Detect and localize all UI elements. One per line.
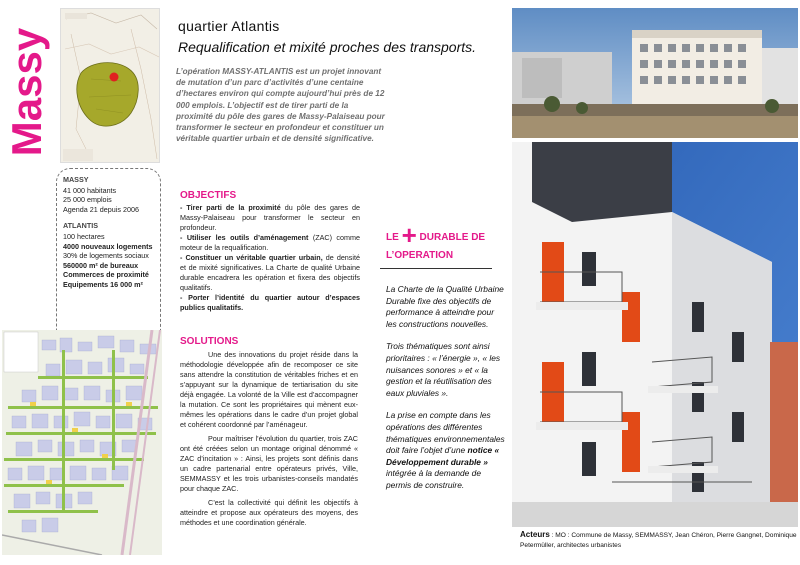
intro-paragraph: L’opération MASSY-ATLANTIS est un projet innovant de mutation d’un parc d’activités d’une centaine d’hectares environ qui compte aujourd’hui près de 12 000 emplois. L’objectif est de tirer parti de la proximité du pôle des gares de Massy-Palaiseau pour transformer le secteur en profondeur et constituer un véritable quartier urbain et de densité significative. [176, 67, 385, 144]
atlantis-stat-line: Equipements 16 000 m² [63, 279, 143, 289]
plus-mark: + [401, 220, 417, 250]
region-location-map [60, 8, 160, 163]
actors-credits [520, 530, 798, 551]
durable-text [386, 284, 506, 503]
massy-stats-header: MASSY [63, 175, 89, 184]
building-photo-graphic [512, 142, 798, 527]
building-facade-photo [512, 142, 798, 527]
massy-stat-line: 25 000 emplois [63, 195, 112, 205]
title-name: Atlantis [231, 18, 280, 34]
solutions-heading: SOLUTIONS [180, 336, 239, 347]
master-plan-map [2, 330, 162, 555]
massy-stat-line: Agenda 21 depuis 2006 [63, 204, 139, 214]
durable-paragraph: Trois thématiques sont ainsi prioritaires : « l’énergie », « les nuisances sonores » et « la gestion et la réutilisation des eaux pluviales ». [386, 341, 501, 398]
objectif-item: - Porter l’identité du quartier autour d’espaces publics qualitatifs. [180, 293, 360, 312]
master-plan-graphic [2, 330, 162, 555]
solutions-paragraph: Une des innovations du projet réside dans la méthodologie développée afin de recomposer ce site sans attendre la constitution de véritables friches et en s’appuyant sur la dynamique de tertiarisation du site déjà engagée. La volonté de la Ville est d’accompagner la mutation. Ce sont les propriétaires qui mènent eux-mêmes les opérations dans le cadre d’un projet global et cohérent coordonné par l’aménageur. [180, 350, 358, 429]
solutions-paragraph: Pour maîtriser l’évolution du quartier, trois ZAC ont été créées selon un montage original dénommé « ZAC d’incitation » : Ainsi, les projets sont définis dans un cadre partenarial entre opérateurs privés, Ville, SEMMASSY et les trois urbanistes-conseils mandatés pour chaque ZAC. [180, 434, 358, 493]
objectifs-list [180, 203, 360, 313]
atlantis-stat-line: 30% de logements sociaux [63, 251, 149, 261]
city-name-text: Massy [3, 27, 51, 157]
region-map-graphic [61, 9, 160, 163]
objectif-item: - Utiliser les outils d’aménagement (ZAC) comme moteur de la requalification. [180, 233, 360, 252]
city-name-vertical [0, 22, 56, 162]
page-title [178, 18, 280, 34]
durable-paragraph: La Charte de la Qualité Urbaine Durable fixe des objectifs de performance à atteindre pour les constructions nouvelles. [386, 284, 504, 329]
massy-stat-line: 41 000 habitants [63, 185, 117, 195]
key-figures-box [56, 168, 161, 354]
district-aerial-photo [512, 8, 798, 138]
page-subtitle: Requalification et mixité proches des transports. [178, 39, 477, 55]
actors-label: Acteurs [520, 530, 550, 539]
atlantis-stat-line: 4000 nouveaux logements [63, 241, 153, 251]
objectif-item: - Tirer parti de la proximité du pôle des gares de Massy-Palaiseau pour transformer le secteur en profondeur. [180, 203, 360, 232]
solutions-paragraph: C’est la collectivité qui définit les objectifs à atteindre et propose aux opérateurs des moyens, des méthodes et une coordination générale. [180, 498, 358, 527]
solutions-text [180, 350, 358, 532]
durable-section [370, 212, 506, 552]
atlantis-stat-line: Commerces de proximité [63, 270, 149, 280]
atlantis-stat-line: 100 hectares [63, 231, 105, 241]
atlantis-stat-line: 560000 m² de bureaux [63, 260, 139, 270]
actors-text: : MO : Commune de Massy, SEMMASSY, Jean Chéron, Pierre Gangnet, Dominique Petermüller, architectes urbanistes [520, 532, 797, 549]
durable-paragraph: La prise en compte dans les opérations des différentes thématiques environnementales doit faire l’objet d’une notice « Développement durable » intégrée à la demande de permis de construire. [386, 410, 505, 490]
title-prefix: quartier [178, 18, 232, 34]
district-photo-graphic [512, 8, 798, 138]
objectif-item: - Constituer un véritable quartier urbain, de densité et de mixité significatives. La Charte de qualité Urbaine durable encadrera les opération et fixera des objectifs qualitatifs. [180, 253, 360, 292]
durable-heading: LE + DURABLE DE L’OPERATION [386, 220, 486, 261]
objectifs-heading: OBJECTIFS [180, 190, 237, 201]
durable-divider [380, 268, 492, 269]
atlantis-stats-header: ATLANTIS [63, 221, 98, 231]
